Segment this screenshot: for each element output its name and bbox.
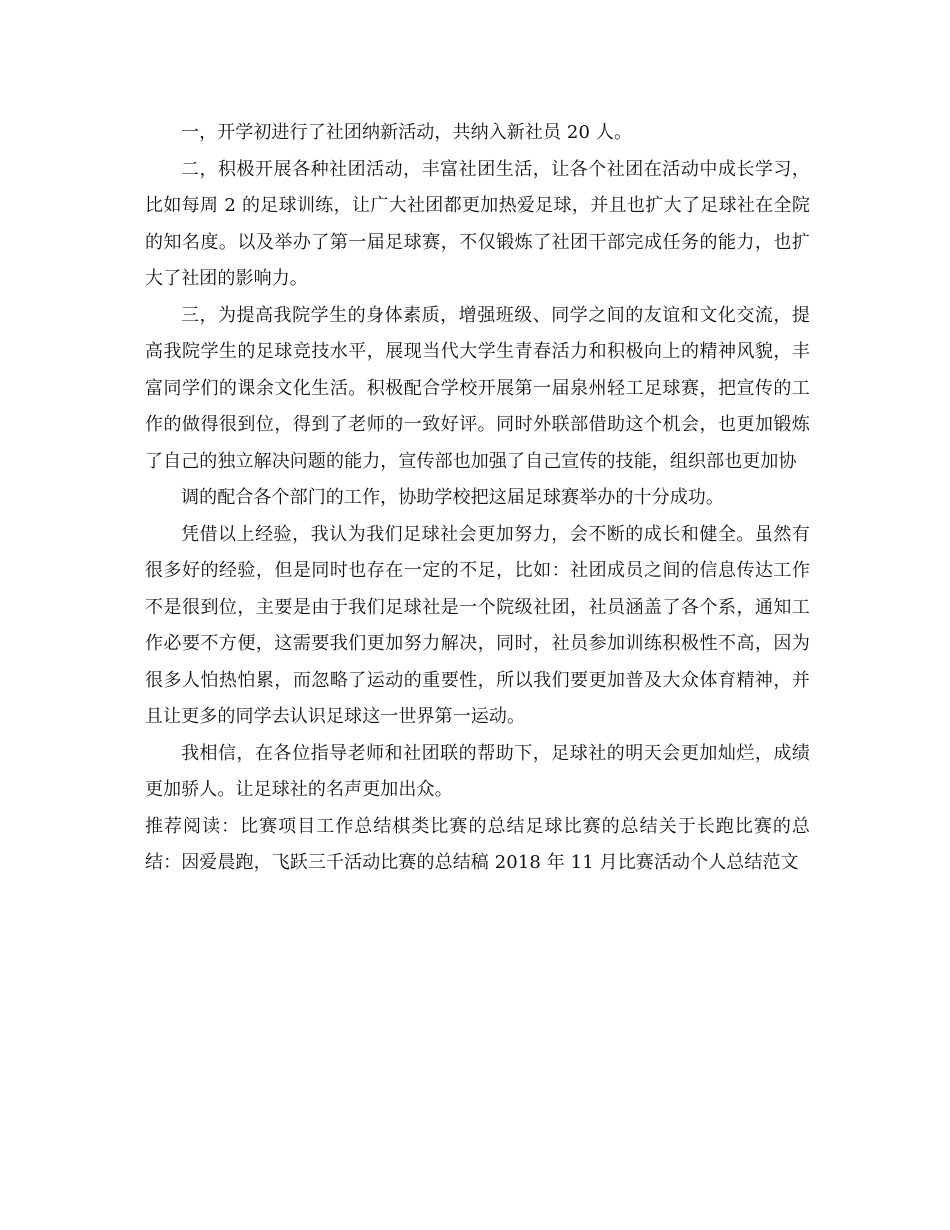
recommended-reading: 推荐阅读：比赛项目工作总结棋类比赛的总结足球比赛的总结关于长跑比赛的总结：因爱晨跑，飞跃三千活动比赛的总结稿 2018 年 11 月比赛活动个人总结范文 — [145, 815, 810, 873]
paragraph-4: 调的配合各个部门的工作，协助学校把这届足球赛举办的十分成功。 — [181, 487, 724, 508]
paragraph-5: 凭借以上经验，我认为我们足球社会更加努力，会不断的成长和健全。虽然有很多好的经验，但是同时也存在一定的不足，比如：社团成员之间的信息传达工作不是很到位，主要是由于我们足球社是一个院级社团，社员涵盖了各个系，通知工作必要不方便，这需要我们更加努力解决，同时，社员参加训练积极性不高，因为很多人怕热怕累，而忽略了运动的重要性，所以我们要更加普及大众体育精神，并且让更多的同学去认识足球这一世界第一运动。 — [145, 523, 810, 727]
paragraph-6: 我相信，在各位指导老师和社团联的帮助下，足球社的明天会更加灿烂，成绩更加骄人。让足球社的名声更加出众。 — [145, 742, 810, 800]
paragraph-1: 一，开学初进行了社团纳新活动，共纳入新社员 20 人。 — [181, 122, 633, 143]
paragraph-3: 三，为提高我院学生的身体素质，增强班级、同学之间的友谊和文化交流，提高我院学生的足球竞技水平，展现当代大学生青春活力和积极向上的精神风貌，丰富同学们的课余文化生活。积极配合学校开展第一届泉州轻工足球赛，把宣传的工作的做得很到位，得到了老师的一致好评。同时外联部借助这个机会，也更加锻炼了自己的独立解决问题的能力，宣传部也加强了自己宣传的技能，组织部也更加协 — [145, 304, 810, 472]
paragraph-2: 二，积极开展各种社团活动，丰富社团生活，让各个社团在活动中成长学习，比如每周 2 的足球训练，让广大社团都更加热爱足球，并且也扩大了足球社在全院的知名度。以及举办了第一届足球赛，不仅锻炼了社团干部完成任务的能力，也扩大了社团的影响力。 — [145, 158, 810, 289]
document-body — [145, 115, 810, 882]
